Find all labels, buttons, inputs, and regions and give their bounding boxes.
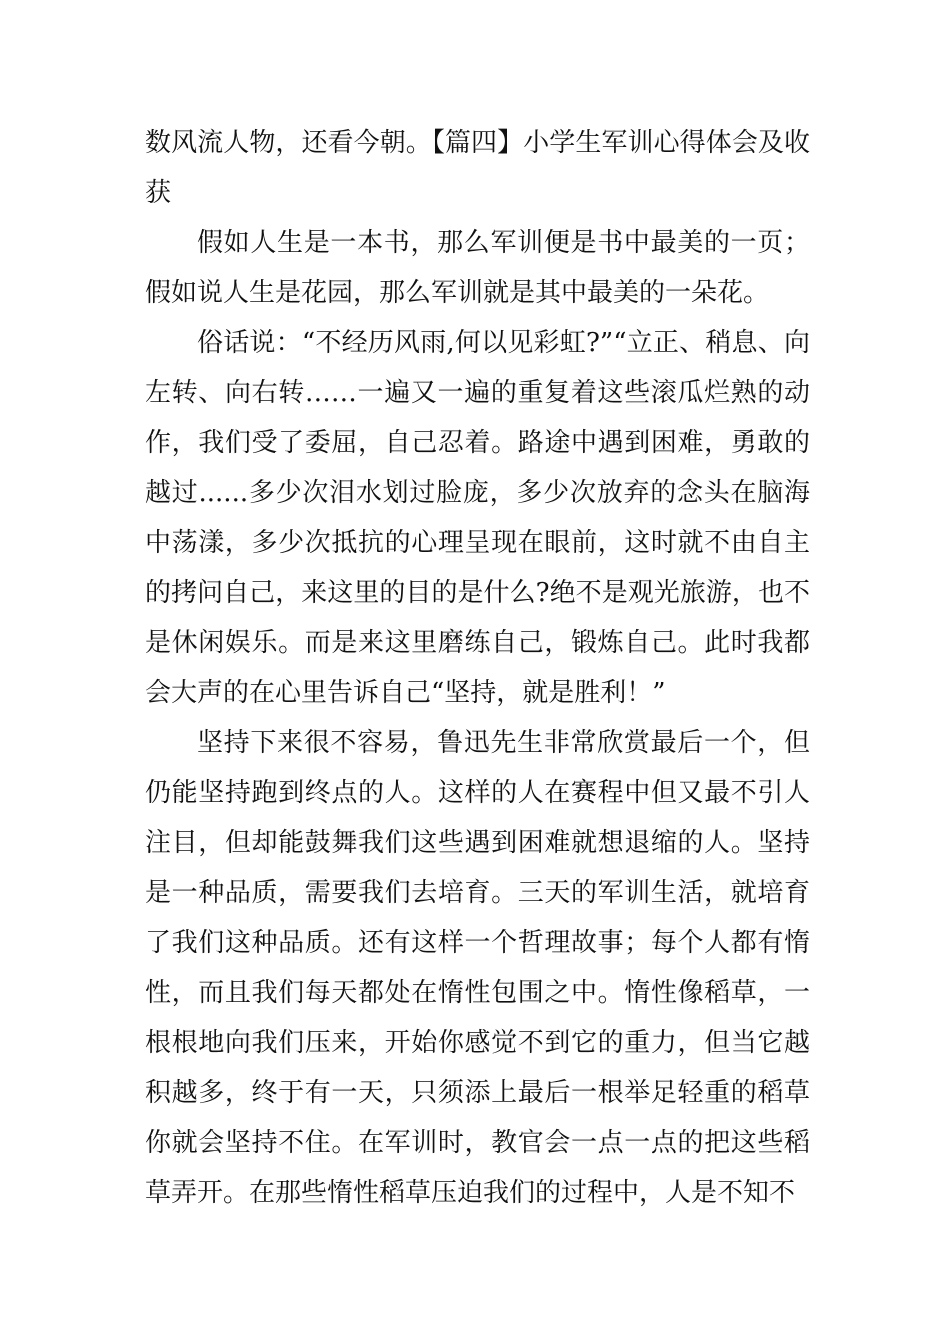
document-page [145,118,810,1218]
paragraph-persistence: 坚持下来很不容易，鲁迅先生非常欣赏最后一个，但仍能坚持跑到终点的人。这样的人在赛程中但又最不引人注目，但却能鼓舞我们这些遇到困难就想退缩的人。坚持是一种品质，需要我们去培育。三天的军训生活，就培育了我们这种品质。还有这样一个哲理故事；每个人都有惰性，而且我们每天都处在惰性包围之中。惰性像稻草，一根根地向我们压来，开始你感觉不到它的重力，但当它越积越多，终于有一天，只须添上最后一根举足轻重的稻草你就会坚持不住。在军训时，教官会一点一点的把这些稻草弄开。在那些惰性稻草压迫我们的过程中，人是不知不 [145,728,810,1208]
paragraph-proverb: 俗话说：“不经历风雨,何以见彩虹?”“立正、稍息、向左转、向右转……一遍又一遍的重复着这些滚瓜烂熟的动作，我们受了委屈，自己忍着。路途中遇到困难，勇敢的越过......多少次泪水划过脸庞，多少次放弃的念头在脑海中荡漾，多少次抵抗的心理呈现在眼前，这时就不由自主的拷问自己，来这里的目的是什么?绝不是观光旅游，也不是休闲娱乐。而是来这里磨练自己，锻炼自己。此时我都会大声的在心里告诉自己“坚持，就是胜利！” [145,328,810,708]
paragraph-book-metaphor: 假如人生是一本书，那么军训便是书中最美的一页；假如说人生是花园，那么军训就是其中最美的一朵花。 [145,228,810,308]
paragraph-continuation: 数风流人物，还看今朝。【篇四】小学生军训心得体会及收获 [145,128,810,208]
